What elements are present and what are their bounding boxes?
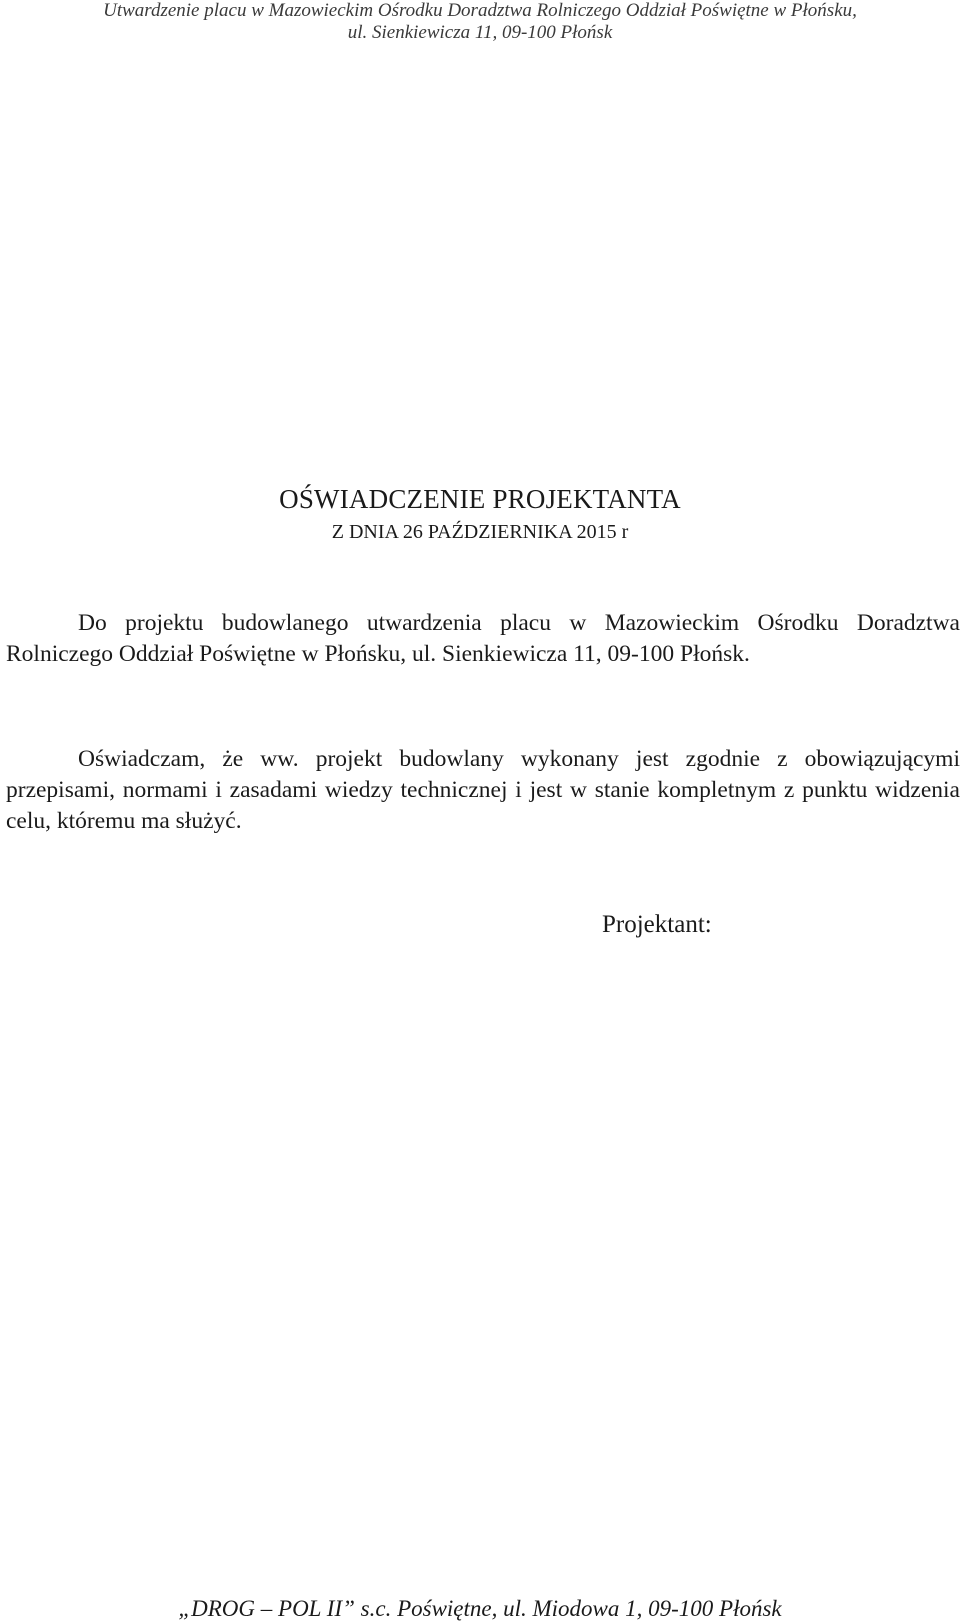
signature-label: Projektant: [602, 911, 712, 938]
header-line-1: Utwardzenie placu w Mazowieckim Ośrodku Doradztwa Rolniczego Oddział Poświętne w Płońsku, [103, 0, 857, 21]
header-line-2: ul. Sienkiewicza 11, 09-100 Płońsk [347, 22, 613, 43]
document-title: OŚWIADCZENIE PROJEKTANTA [279, 484, 681, 514]
paragraph-declaration: Oświadczam, że ww. projekt budowlany wykonany jest zgodnie z obowiązującymi przepisami, normami i zasadami wiedzy technicznej i jest w stanie kompletnym z punktu widzenia celu, któremu ma służyć. [6, 746, 960, 834]
paragraph-project: Do projektu budowlanego utwardzenia placu w Mazowieckim Ośrodku Doradztwa Rolniczego Oddział Poświętne w Płońsku, ul. Sienkiewicza 11, 09-100 Płońsk. [6, 610, 960, 667]
page-header [0, 0, 960, 44]
document-date: Z DNIA 26 PAŹDZIERNIKA 2015 r [331, 521, 629, 543]
page-footer: „DROG – POL II” s.c. Poświętne, ul. Miodowa 1, 09-100 Płońsk [178, 1596, 782, 1621]
